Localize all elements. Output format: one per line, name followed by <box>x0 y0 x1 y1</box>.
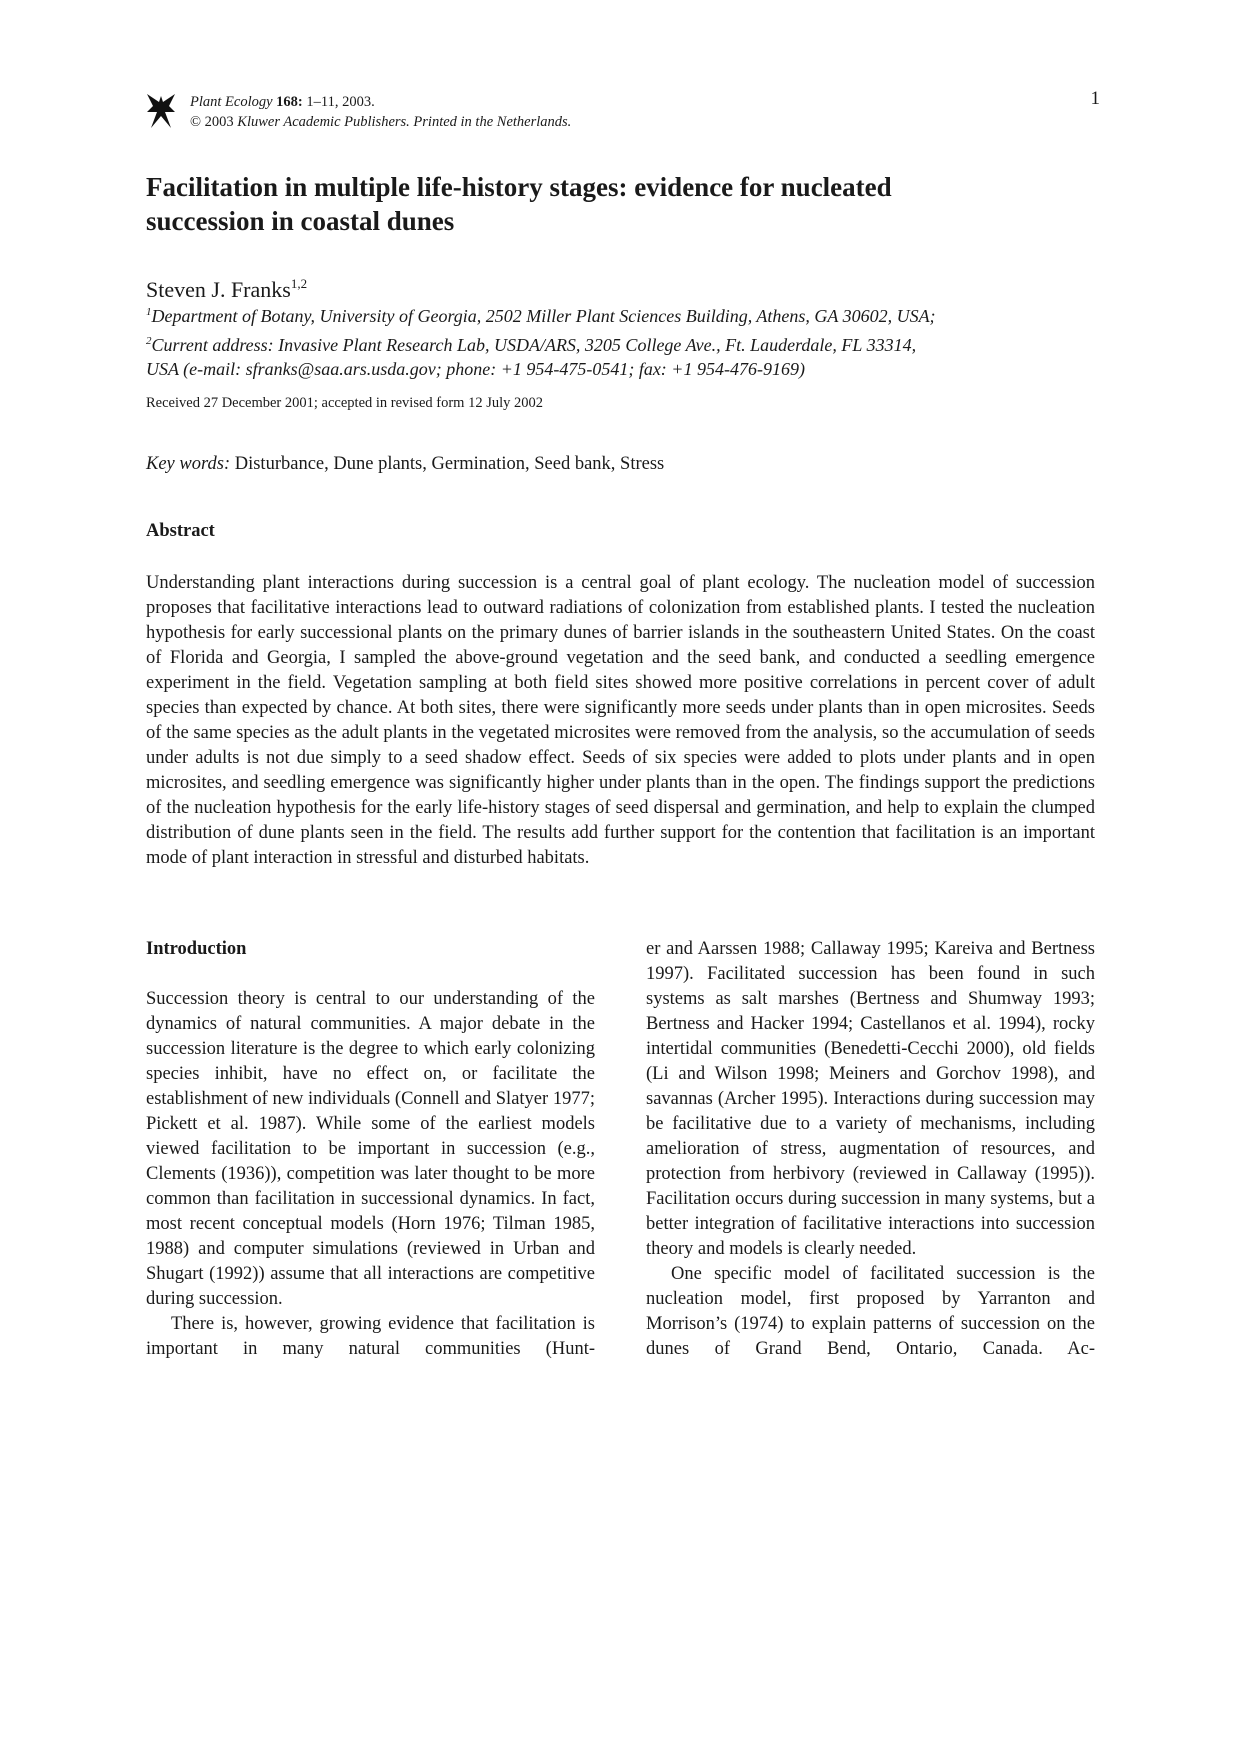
page-number: 1 <box>1090 88 1100 109</box>
journal-line-1 <box>190 92 571 112</box>
affiliations <box>146 300 1106 382</box>
paragraph: Succession theory is central to our understanding of the dynamics of natural communities. A major debate in the succession literature is the degree to which early colonizing species inhibit, have no effect on, or facilitate the establishment of new individuals (Connell and Slatyer 1977; Pickett et al. 1987). While some of the earliest models viewed facilitation to be important in succession (e.g., Clements (1936)), competition was later thought to be more common than facilitation in successional dynamics. In fact, most recent conceptual models (Horn 1976; Tilman 1985, 1988) and computer simulations (reviewed in Urban and Shugart (1992)) assume that all interactions are competitive during succession. <box>146 989 595 1309</box>
abstract-heading: Abstract <box>146 521 215 541</box>
column-left <box>146 937 595 1362</box>
affiliation-sup-2: 2 <box>146 334 152 347</box>
abstract-text: Understanding plant interactions during succession is a central goal of plant ecology. The nucleation model of succession proposes that facilitative interactions lead to outward radiations of colonization from established plants. I tested the nucleation hypothesis for early successional plants on the primary dunes of barrier islands in the southeastern United States. On the coast of Florida and Georgia, I sampled the above-ground vegetation and the seed bank, and conducted a seedling emergence experiment in the field. Vegetation sampling at both field sites showed more positive correlations in percent cover of adult species than expected by chance. At both sites, there were significantly more seeds under plants than in open microsites. Seeds of the same species as the adult plants in the vegetated microsites were removed from the analysis, so the accumulation of seeds under adults is not due simply to a seed shadow effect. Seeds of six species were added to plots under plants and in open microsites, and seedling emergence was significantly higher under plants than in the open. The findings support the predictions of the nucleation hypothesis for the early life-history stages of seed dispersal and germination, and help to explain the clumped distribution of dune plants seen in the field. The results add further support for the contention that facilitation is an important mode of plant interaction in stressful and disturbed habitats. <box>146 573 1095 868</box>
affiliation-line-2 <box>146 329 1106 358</box>
copyright-notice: © 2003 <box>190 114 238 130</box>
journal-line-2 <box>190 112 571 132</box>
affiliation-line-1 <box>146 300 1106 329</box>
title-line-2: succession in coastal dunes <box>146 206 455 236</box>
introduction-heading: Introduction <box>146 939 247 959</box>
journal-name: Plant Ecology <box>190 94 273 110</box>
author-name-text: Steven J. Franks <box>146 277 291 302</box>
journal-volume: 168: <box>276 94 303 110</box>
keywords-text: Disturbance, Dune plants, Germination, Seed bank, Stress <box>230 454 665 474</box>
publisher-logo <box>145 92 177 130</box>
article-title <box>146 170 1096 238</box>
keywords-label: Key words: <box>146 454 231 474</box>
column-right <box>646 937 1095 1362</box>
journal-pages-year: 1–11, 2003. <box>302 94 375 110</box>
affiliation-text-2: Current address: Invasive Plant Research Lab, USDA/ARS, 3205 College Ave., Ft. Lauderdale, FL 33314, <box>151 334 917 355</box>
received-dates: Received 27 December 2001; accepted in revised form 12 July 2002 <box>146 395 544 411</box>
author-name <box>146 270 307 304</box>
affiliation-sup-1: 1 <box>146 306 152 318</box>
title-line-1: Facilitation in multiple life-history stages: evidence for nucleated <box>146 172 892 202</box>
journal-citation <box>190 92 571 132</box>
author-superscript: 1,2 <box>290 276 308 291</box>
paragraph: One specific model of facilitated succession is the nucleation model, first proposed by Yarranton and Morrison’s (1974) to explain patterns of succession on the dunes of Grand Bend, Ontario, Canada. Ac- <box>646 1264 1095 1359</box>
affiliation-text-1: Department of Botany, University of Georgia, 2502 Miller Plant Sciences Building, Athens, GA 30602, USA; <box>151 306 936 326</box>
affiliation-line-3: USA (e-mail: sfranks@saa.ars.usda.gov; phone: +1 954-475-0541; fax: +1 954-476-9169) <box>146 359 805 379</box>
paragraph: There is, however, growing evidence that facilitation is important in many natural communities (Hunt- <box>146 1314 595 1359</box>
paragraph: er and Aarssen 1988; Callaway 1995; Kareiva and Bertness 1997). Facilitated succession has been found in such systems as salt marshes (Bertness and Shumway 1993; Bertness and Hacker 1994; Castellanos et al. 1994), rocky intertidal communities (Benedetti-Cecchi 2000), old fields (Li and Wilson 1998; Meiners and Gorchov 1998), and savannas (Archer 1995). Interactions during succession may be facilitative due to a variety of mechanisms, including amelioration of stress, augmentation of resources, and protection from herbivory (reviewed in Callaway (1995)). Facilitation occurs during succession in many systems, but a better integration of facilitative interactions into succession theory and models is clearly needed. <box>646 939 1095 1259</box>
publisher-name: Kluwer Academic Publishers. Printed in the Netherlands. <box>237 114 572 130</box>
keywords <box>146 452 664 476</box>
